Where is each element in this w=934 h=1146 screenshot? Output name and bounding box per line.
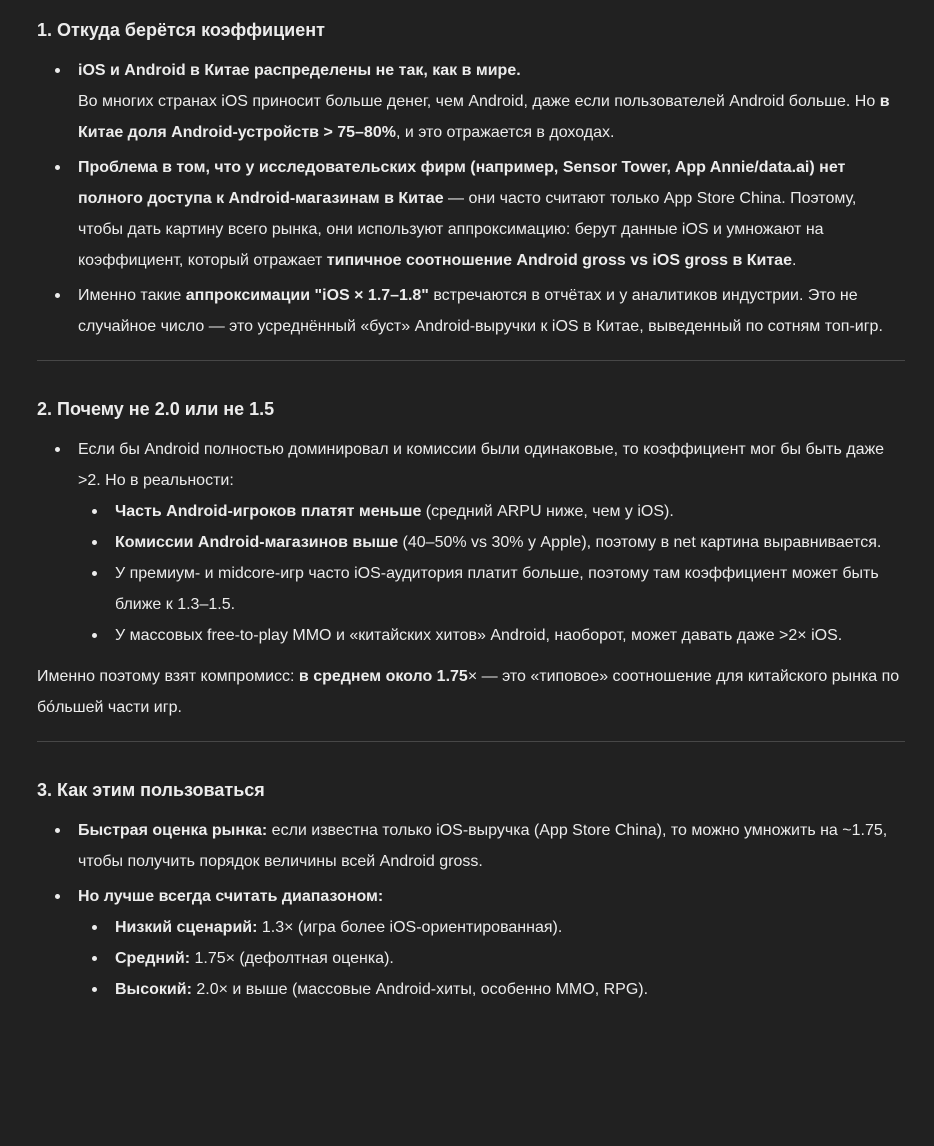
- bullet-list: [37, 55, 905, 342]
- bullet-item: [115, 912, 905, 943]
- text-segment: , и это отражается в доходах.: [395, 124, 615, 141]
- bullet-item: [78, 55, 905, 148]
- bold-text-segment: в Китае доля Android-устройств > 75–80%: [78, 93, 890, 141]
- bullet-paragraph: [115, 912, 905, 943]
- bullet-paragraph: [78, 152, 905, 276]
- section-divider: [37, 360, 905, 361]
- text-segment: (40–50% vs 30% у Apple), поэтому в net картина выравнивается.: [398, 534, 882, 551]
- bullet-item: [115, 527, 905, 558]
- bullet-item: [115, 974, 905, 1005]
- text-segment: .: [791, 252, 797, 269]
- paragraph: [37, 661, 905, 723]
- nested-bullet-list: [78, 496, 905, 651]
- text-segment: встречаются в отчётах и у аналитиков индустрии. Это не случайное число — это усреднённый «буст» Android-выручки к iOS в Китае, выведенный по сотням топ-игр.: [78, 287, 883, 335]
- bold-text-segment: Часть Android-игроков платят меньше: [115, 503, 422, 520]
- text-segment: 2.0× и выше (массовые Android-хиты, особенно MMO, RPG).: [191, 981, 649, 998]
- bullet-list: [37, 434, 905, 651]
- text-segment: У массовых free-to-play MMO и «китайских хитов» Android, наоборот, может давать даже >2× iOS.: [115, 627, 843, 644]
- bullet-paragraph: [115, 558, 905, 620]
- bold-text-segment: Высокий:: [115, 981, 192, 998]
- bullet-paragraph: [115, 527, 905, 558]
- bullet-list: [37, 815, 905, 1005]
- bullet-paragraph: [115, 496, 905, 527]
- bullet-paragraph: [78, 280, 905, 342]
- bullet-paragraph: [78, 881, 905, 912]
- bold-text-segment: в среднем около 1.75: [298, 668, 468, 685]
- bold-text-segment: Средний:: [115, 950, 191, 967]
- bold-text-segment: Проблема в том, что у исследовательских фирм (например, Sensor Tower, App Annie/data.ai) нет полного доступа к Android-магазинам в Китае: [78, 159, 846, 207]
- bullet-paragraph: [78, 434, 905, 496]
- bullet-item: [78, 815, 905, 877]
- bullet-item: [115, 558, 905, 620]
- text-segment: — они часто считают только App Store China. Поэтому, чтобы дать картину всего рынка, они используют аппроксимацию: берут данные iOS и умножают на коэффициент, который отражает: [78, 190, 857, 269]
- bullet-paragraph: [115, 943, 905, 974]
- bold-text-segment: Быстрая оценка рынка:: [78, 822, 268, 839]
- bold-text-segment: Комиссии Android-магазинов выше: [115, 534, 399, 551]
- text-segment: × — это «типовое» соотношение для китайского рынка по бо́льшей части игр.: [37, 668, 900, 716]
- bullet-item: [115, 943, 905, 974]
- section-heading: 2. Почему не 2.0 или не 1.5: [37, 399, 275, 419]
- bullet-paragraph: [78, 55, 905, 86]
- text-segment: Именно такие: [78, 287, 186, 304]
- bold-text-segment: Но лучше всегда считать диапазоном:: [78, 888, 384, 905]
- bullet-paragraph: [78, 815, 905, 877]
- text-segment: 1.75× (дефолтная оценка).: [190, 950, 394, 967]
- section-divider: [37, 741, 905, 742]
- section-heading: 3. Как этим пользоваться: [37, 780, 265, 800]
- bullet-item: [78, 434, 905, 651]
- bold-text-segment: Низкий сценарий:: [115, 919, 258, 936]
- text-segment: (средний ARPU ниже, чем у iOS).: [421, 503, 674, 520]
- bold-text-segment: типичное соотношение Android gross vs iOS gross в Китае: [326, 252, 792, 269]
- nested-bullet-list: [78, 912, 905, 1005]
- section-heading: 1. Откуда берётся коэффициент: [37, 20, 325, 40]
- bullet-paragraph: [115, 974, 905, 1005]
- text-segment: Если бы Android полностью доминировал и комиссии были одинаковые, то коэффициент мог бы быть даже >2. Но в реальности:: [78, 441, 885, 489]
- bullet-paragraph: [78, 86, 905, 148]
- text-segment: если известна только iOS-выручка (App Store China), то можно умножить на ~1.75, чтобы получить порядок величины всей Android gross.: [78, 822, 888, 870]
- text-segment: 1.3× (игра более iOS-ориентированная).: [257, 919, 563, 936]
- bullet-item: [78, 280, 905, 342]
- text-segment: Во многих странах iOS приносит больше денег, чем Android, даже если пользователей Android больше. Но: [78, 93, 880, 110]
- bold-text-segment: аппроксимации "iOS × 1.7–1.8": [185, 287, 429, 304]
- bullet-item: [115, 620, 905, 651]
- bullet-paragraph: [115, 620, 905, 651]
- bullet-item: [115, 496, 905, 527]
- bullet-item: [78, 152, 905, 276]
- bullet-item: [78, 881, 905, 1005]
- text-segment: У премиум- и midcore-игр часто iOS-аудитория платит больше, поэтому там коэффициент может быть ближе к 1.3–1.5.: [115, 565, 879, 613]
- text-segment: Именно поэтому взят компромисс:: [37, 668, 299, 685]
- bold-text-segment: iOS и Android в Китае распределены не так, как в мире.: [78, 62, 521, 79]
